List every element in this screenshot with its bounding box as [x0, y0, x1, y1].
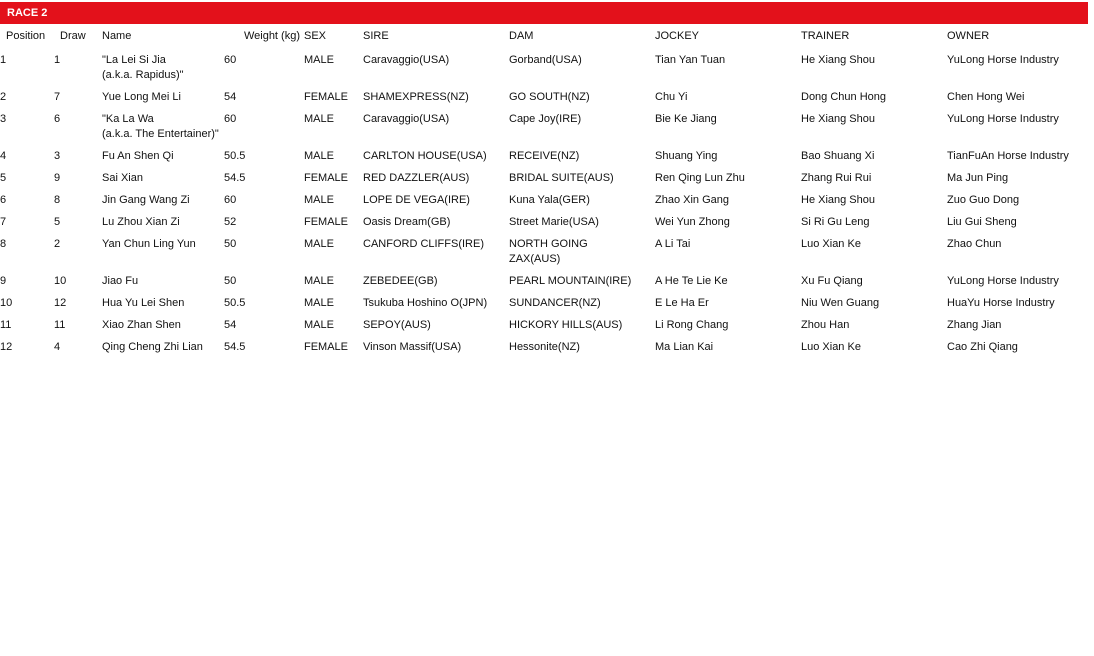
- cell-weight: 60: [224, 54, 237, 66]
- cell-trainer: He Xiang Shou: [801, 54, 875, 66]
- cell-sex: FEMALE: [304, 341, 349, 353]
- cell-name-line: "Ka La Wa: [102, 113, 154, 125]
- cell-draw: 12: [54, 297, 67, 309]
- table-row: [0, 49, 1088, 86]
- cell-trainer: Si Ri Gu Leng: [801, 216, 870, 228]
- cell-sire: CANFORD CLIFFS(IRE): [363, 238, 484, 250]
- cell-jockey: Ma Lian Kai: [655, 341, 714, 353]
- cell-draw: 9: [54, 172, 61, 184]
- cell-sire: Oasis Dream(GB): [363, 216, 451, 228]
- cell-dam: [509, 336, 655, 358]
- cell-dam-line: Street Marie(USA): [509, 216, 599, 228]
- cell-weight: 54: [224, 91, 237, 103]
- cell-name-line: Jin Gang Wang Zi: [102, 194, 190, 206]
- cell-name-line: (a.k.a. The Entertainer)": [102, 128, 219, 140]
- cell-name-line: "La Lei Si Jia: [102, 54, 166, 66]
- cell-sex: MALE: [304, 275, 334, 287]
- cell-name: [96, 86, 224, 108]
- table-row: [0, 292, 1088, 314]
- cell-draw: 4: [54, 341, 61, 353]
- cell-name: [96, 49, 224, 86]
- cell-dam-line: Kuna Yala(GER): [509, 194, 590, 206]
- race-results-table: [0, 26, 1088, 358]
- cell-name: [96, 189, 224, 211]
- column-header-dam: DAM: [509, 30, 534, 42]
- cell-weight: 50.5: [224, 150, 246, 162]
- table-row: [0, 167, 1088, 189]
- table-row: [0, 233, 1088, 270]
- cell-dam: [509, 86, 655, 108]
- cell-dam: [509, 49, 655, 86]
- cell-position: 1: [0, 54, 7, 66]
- cell-sire: RED DAZZLER(AUS): [363, 172, 470, 184]
- cell-weight: 60: [224, 113, 237, 125]
- cell-dam: [509, 189, 655, 211]
- race-title: RACE 2: [7, 7, 48, 19]
- cell-jockey: Li Rong Chang: [655, 319, 729, 331]
- cell-jockey: Chu Yi: [655, 91, 688, 103]
- cell-sex: MALE: [304, 319, 334, 331]
- cell-trainer: Luo Xian Ke: [801, 238, 861, 250]
- table-body: [0, 49, 1088, 358]
- cell-name: [96, 314, 224, 336]
- cell-owner: Ma Jun Ping: [947, 172, 1009, 184]
- cell-draw: 7: [54, 91, 61, 103]
- cell-trainer: Zhou Han: [801, 319, 850, 331]
- cell-jockey: E Le Ha Er: [655, 297, 709, 309]
- cell-name: [96, 108, 224, 145]
- column-header-name: Name: [102, 30, 132, 42]
- cell-sex: MALE: [304, 150, 334, 162]
- cell-weight: 52: [224, 216, 237, 228]
- table-row: [0, 189, 1088, 211]
- cell-sex: MALE: [304, 194, 334, 206]
- cell-owner: HuaYu Horse Industry: [947, 297, 1055, 309]
- cell-draw: 11: [54, 319, 66, 331]
- cell-name-line: Lu Zhou Xian Zi: [102, 216, 180, 228]
- cell-name-line: Hua Yu Lei Shen: [102, 297, 185, 309]
- column-header-weight: Weight (kg): [243, 30, 300, 42]
- cell-dam: [509, 270, 655, 292]
- table-row: [0, 314, 1088, 336]
- cell-trainer: Dong Chun Hong: [801, 91, 887, 103]
- cell-weight: 54.5: [224, 172, 246, 184]
- cell-position: 10: [0, 297, 13, 309]
- cell-position: 4: [0, 150, 7, 162]
- cell-sire: Tsukuba Hoshino O(JPN): [363, 297, 488, 309]
- column-header-owner: OWNER: [947, 30, 990, 42]
- table-row: [0, 108, 1088, 145]
- cell-dam: [509, 145, 655, 167]
- cell-trainer: He Xiang Shou: [801, 113, 875, 125]
- cell-dam-line: NORTH GOING: [509, 238, 588, 250]
- cell-name: [96, 336, 224, 358]
- cell-sire: ZEBEDEE(GB): [363, 275, 438, 287]
- cell-position: 7: [0, 216, 7, 228]
- cell-dam-line: HICKORY HILLS(AUS): [509, 319, 623, 331]
- table-header-row: [0, 26, 1088, 49]
- cell-sex: MALE: [304, 113, 334, 125]
- cell-jockey: Tian Yan Tuan: [655, 54, 726, 66]
- cell-position: 9: [0, 275, 7, 287]
- cell-weight: 54: [224, 319, 237, 331]
- cell-dam-line: RECEIVE(NZ): [509, 150, 580, 162]
- table-row: [0, 336, 1088, 358]
- cell-sire: CARLTON HOUSE(USA): [363, 150, 487, 162]
- cell-owner: YuLong Horse Industry: [947, 113, 1059, 125]
- cell-owner: TianFuAn Horse Industry: [947, 150, 1069, 162]
- cell-dam-line: GO SOUTH(NZ): [509, 91, 590, 103]
- cell-trainer: Luo Xian Ke: [801, 341, 861, 353]
- cell-sex: FEMALE: [304, 216, 349, 228]
- table-row: [0, 145, 1088, 167]
- cell-trainer: Xu Fu Qiang: [801, 275, 863, 287]
- cell-draw: 6: [54, 113, 61, 125]
- column-header-sex: SEX: [304, 30, 327, 42]
- cell-sire: Vinson Massif(USA): [363, 341, 462, 353]
- cell-name-line: (a.k.a. Rapidus)": [102, 69, 184, 81]
- cell-owner: Cao Zhi Qiang: [947, 341, 1018, 353]
- cell-sex: MALE: [304, 297, 334, 309]
- cell-dam-line: PEARL MOUNTAIN(IRE): [509, 275, 632, 287]
- cell-sex: MALE: [304, 54, 334, 66]
- cell-dam-line: ZAX(AUS): [509, 253, 561, 265]
- cell-jockey: Ren Qing Lun Zhu: [655, 172, 745, 184]
- cell-dam-line: Cape Joy(IRE): [509, 113, 582, 125]
- cell-sire: Caravaggio(USA): [363, 54, 450, 66]
- cell-sire: Caravaggio(USA): [363, 113, 450, 125]
- cell-sex: FEMALE: [304, 172, 349, 184]
- cell-name: [96, 292, 224, 314]
- cell-name-line: Sai Xian: [102, 172, 143, 184]
- cell-trainer: Zhang Rui Rui: [801, 172, 872, 184]
- cell-dam: [509, 292, 655, 314]
- cell-trainer: Niu Wen Guang: [801, 297, 880, 309]
- cell-dam: [509, 108, 655, 145]
- cell-draw: 10: [54, 275, 67, 287]
- cell-owner: YuLong Horse Industry: [947, 275, 1059, 287]
- cell-dam-line: BRIDAL SUITE(AUS): [509, 172, 614, 184]
- cell-position: 3: [0, 113, 7, 125]
- cell-jockey: A He Te Lie Ke: [655, 275, 728, 287]
- cell-name: [96, 145, 224, 167]
- cell-name-line: Xiao Zhan Shen: [102, 319, 181, 331]
- cell-jockey: Bie Ke Jiang: [655, 113, 717, 125]
- cell-jockey: A Li Tai: [655, 238, 691, 250]
- cell-name: [96, 167, 224, 189]
- table-row: [0, 86, 1088, 108]
- cell-draw: 3: [54, 150, 61, 162]
- cell-owner: Chen Hong Wei: [947, 91, 1025, 103]
- cell-position: 12: [0, 341, 13, 353]
- cell-dam: [509, 314, 655, 336]
- cell-dam-line: Hessonite(NZ): [509, 341, 580, 353]
- cell-jockey: Zhao Xin Gang: [655, 194, 729, 206]
- cell-position: 5: [0, 172, 7, 184]
- cell-name: [96, 233, 224, 270]
- cell-draw: 1: [54, 54, 61, 66]
- table-row: [0, 211, 1088, 233]
- column-header-jockey: JOCKEY: [655, 30, 700, 42]
- cell-name: [96, 211, 224, 233]
- column-header-sire: SIRE: [363, 30, 389, 42]
- cell-sire: SHAMEXPRESS(NZ): [363, 91, 469, 103]
- cell-dam-line: SUNDANCER(NZ): [509, 297, 601, 309]
- cell-trainer: He Xiang Shou: [801, 194, 875, 206]
- cell-sire: SEPOY(AUS): [363, 319, 431, 331]
- cell-dam-line: Gorband(USA): [509, 54, 582, 66]
- cell-name-line: Yue Long Mei Li: [102, 91, 181, 103]
- cell-weight: 60: [224, 194, 237, 206]
- cell-sire: LOPE DE VEGA(IRE): [363, 194, 470, 206]
- cell-name-line: Qing Cheng Zhi Lian: [102, 341, 203, 353]
- cell-position: 6: [0, 194, 7, 206]
- cell-position: 11: [0, 319, 12, 331]
- column-header-trainer: TRAINER: [801, 30, 850, 42]
- cell-draw: 5: [54, 216, 61, 228]
- cell-weight: 50: [224, 238, 237, 250]
- cell-dam: [509, 233, 655, 270]
- cell-owner: Liu Gui Sheng: [947, 216, 1017, 228]
- cell-name-line: Jiao Fu: [102, 275, 139, 287]
- cell-draw: 2: [54, 238, 61, 250]
- cell-position: 8: [0, 238, 7, 250]
- cell-weight: 50: [224, 275, 237, 287]
- column-header-position: Position: [6, 30, 46, 42]
- cell-name-line: Fu An Shen Qi: [102, 150, 174, 162]
- cell-name: [96, 270, 224, 292]
- column-header-draw: Draw: [60, 30, 86, 42]
- cell-dam: [509, 211, 655, 233]
- cell-dam: [509, 167, 655, 189]
- cell-sex: MALE: [304, 238, 334, 250]
- cell-weight: 50.5: [224, 297, 246, 309]
- cell-trainer: Bao Shuang Xi: [801, 150, 875, 162]
- cell-owner: Zhang Jian: [947, 319, 1002, 331]
- cell-jockey: Wei Yun Zhong: [655, 216, 730, 228]
- cell-sex: FEMALE: [304, 91, 349, 103]
- cell-jockey: Shuang Ying: [655, 150, 718, 162]
- cell-owner: Zuo Guo Dong: [947, 194, 1020, 206]
- table-row: [0, 270, 1088, 292]
- cell-weight: 54.5: [224, 341, 246, 353]
- cell-owner: Zhao Chun: [947, 238, 1002, 250]
- cell-owner: YuLong Horse Industry: [947, 54, 1059, 66]
- cell-name-line: Yan Chun Ling Yun: [102, 238, 196, 250]
- cell-position: 2: [0, 91, 7, 103]
- race-title-bar: [0, 2, 1088, 24]
- cell-draw: 8: [54, 194, 61, 206]
